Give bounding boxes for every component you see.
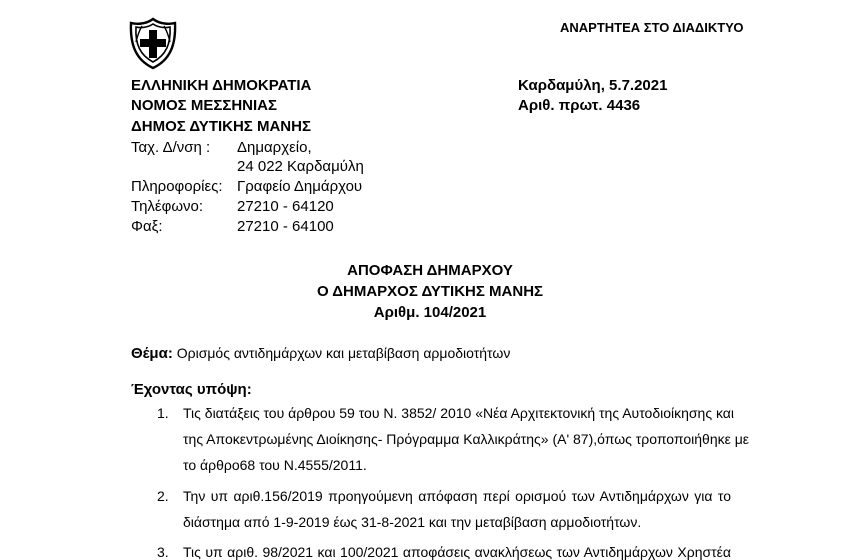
- item-1-line-1: Τις διατάξεις του άρθρου 59 του Ν. 3852/ 2010 «Νέα Αρχιτεκτονική της Αυτοδιοίκησης και: [183, 405, 734, 421]
- subject-label: Θέμα:: [131, 345, 173, 362]
- publish-note: ΑΝΑΡΤΗΤΕΑ ΣΤΟ ΔΙΑΔΙΚΤΥΟ: [560, 20, 744, 35]
- item-2-line-2: διάστημα από 1-9-2019 έως 31-8-2021 και την μεταβίβαση αρμοδιοτήτων.: [183, 514, 642, 530]
- greek-coat-of-arms-icon: [128, 17, 178, 70]
- item-1-line-2: της Αποκεντρωμένης Διοίκησης- Πρόγραμμα Καλλικράτης» (Α' 87),όπως τροποποιήθηκε με: [183, 431, 750, 447]
- contact-value-postcode: 24 022 Καρδαμύλη: [237, 158, 364, 175]
- protocol-number: Αριθ. πρωτ. 4436: [518, 97, 641, 114]
- item-3-line-1: Τις υπ αριθ. 98/2021 και 100/2021 αποφάσεις ανακλήσεως των Αντιδημάρχων Χρηστέα: [183, 544, 731, 560]
- item-2-line-1: Την υπ αριθ.156/2019 προηγούμενη απόφαση περί ορισμού των Αντιδημάρχων για το: [183, 488, 731, 504]
- contact-value-info: Γραφείο Δημάρχου: [237, 178, 363, 195]
- org-line-1: ΕΛΛΗΝΙΚΗ ΔΗΜΟΚΡΑΤΙΑ: [131, 77, 312, 94]
- item-1-line-3: το άρθρο68 του Ν.4555/2011.: [183, 457, 367, 473]
- decision-subtitle: Ο ΔΗΜΑΡΧΟΣ ΔΥΤΙΚΗΣ ΜΑΝΗΣ: [316, 283, 544, 300]
- contact-label-phone: Τηλέφωνο:: [131, 198, 204, 215]
- contact-label-fax: Φαξ:: [131, 218, 163, 235]
- org-line-2: ΝΟΜΟΣ ΜΕΣΣΗΝΙΑΣ: [131, 97, 278, 114]
- subject-text: Ορισμός αντιδημάρχων και μεταβίβαση αρμοδιοτήτων: [172, 345, 511, 361]
- item-number-1: 1.: [157, 405, 169, 421]
- considering-heading: Έχοντας υπόψη:: [131, 381, 252, 398]
- contact-value-fax: 27210 - 64100: [237, 218, 334, 235]
- item-number-2: 2.: [157, 488, 169, 504]
- decision-number: Αριθμ. 104/2021: [373, 304, 487, 321]
- decision-title: ΑΠΟΦΑΣΗ ΔΗΜΑΡΧΟΥ: [347, 262, 513, 279]
- contact-label-address: Ταχ. Δ/νση :: [131, 139, 211, 156]
- contact-value-phone: 27210 - 64120: [237, 198, 334, 215]
- date-line: Καρδαμύλη, 5.7.2021: [518, 77, 668, 94]
- contact-label-info: Πληροφορίες:: [131, 178, 223, 195]
- contact-value-address: Δημαρχείο,: [237, 139, 312, 156]
- subject-line: [131, 345, 510, 362]
- org-line-3: ΔΗΜΟΣ ΔΥΤΙΚΗΣ ΜΑΝΗΣ: [131, 118, 311, 135]
- item-number-3: 3.: [157, 544, 169, 560]
